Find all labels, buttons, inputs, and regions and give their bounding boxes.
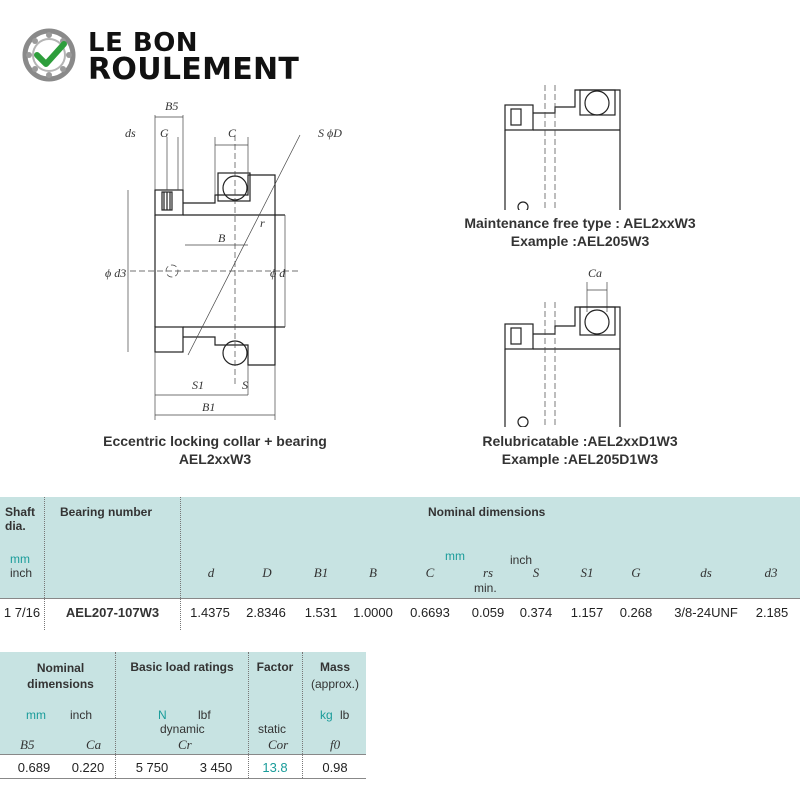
- t2-load-header: Basic load ratings: [130, 660, 234, 674]
- min-label: min.: [474, 581, 497, 595]
- t2-col-f0: f0: [330, 737, 341, 752]
- row-rs: 0.059: [471, 605, 505, 620]
- col-B1: B1: [313, 565, 329, 580]
- col-C: C: [425, 565, 435, 580]
- t2-mass-header: Mass: [319, 660, 351, 674]
- bearing-number-header: Bearing number: [60, 505, 153, 519]
- nominal-dimensions-header: Nominal dimensions: [428, 505, 546, 519]
- label-B5: B5: [165, 99, 179, 113]
- shaft-dia-header: Shaft dia.: [5, 505, 35, 533]
- t2-unit-kg: kg: [320, 708, 333, 722]
- row-d3: 2.185: [755, 605, 789, 620]
- caption-main: [60, 432, 370, 468]
- t2-unit-N: N: [158, 708, 167, 722]
- label-Ca: Ca: [588, 266, 603, 280]
- t2-col-Cr: Cr: [178, 737, 192, 752]
- caption-relub-line1: Relubricatable :AEL2xxD1W3: [482, 433, 678, 449]
- t2-factor-header: Factor: [256, 660, 294, 674]
- caption-main-line2: AEL2xxW3: [178, 451, 252, 467]
- brand-logo: [22, 26, 322, 86]
- logo-line2: ROULEMENT: [88, 52, 300, 87]
- t2-static: static: [258, 722, 287, 736]
- col-rs: rs: [482, 565, 494, 580]
- label-S: S: [242, 378, 248, 392]
- caption-relub-line2: Example :AEL205D1W3: [501, 451, 659, 467]
- label-B: B: [218, 231, 226, 245]
- col-ds: ds: [700, 565, 712, 580]
- row-G: 0.268: [619, 605, 653, 620]
- row-B: 1.0000: [353, 605, 393, 620]
- row-ds: 3/8-24UNF: [674, 605, 738, 620]
- caption-maintenance: [430, 214, 730, 250]
- t2-col-Ca: Ca: [86, 737, 102, 752]
- nominal-unit-mm: mm: [445, 549, 465, 563]
- row-B1: 1.531: [304, 605, 338, 620]
- label-ds: ds: [125, 126, 136, 140]
- label-SphiD: S ϕD: [318, 126, 342, 140]
- t2-row-mass: 0.98: [322, 760, 348, 775]
- label-C: C: [228, 126, 237, 140]
- nominal-unit-inch: inch: [510, 553, 533, 567]
- col-d3: d3: [764, 565, 778, 580]
- dimensions-table: [0, 497, 800, 630]
- logo-line1: LE BON: [88, 28, 199, 58]
- ratings-table: [0, 652, 370, 782]
- t2-dynamic: dynamic: [160, 722, 205, 736]
- col-S: S: [532, 565, 540, 580]
- t2-row-Cr-lbf: 3 450: [199, 760, 233, 775]
- row-C: 0.6693: [410, 605, 450, 620]
- row-S1: 1.157: [570, 605, 604, 620]
- bearing-check-icon: [22, 28, 76, 82]
- t2-row-Cr-N: 5 750: [135, 760, 169, 775]
- t2-unit-lb: lb: [340, 708, 350, 722]
- row-bearing-number: AEL207-107W3: [65, 605, 160, 620]
- col-S1: S1: [580, 565, 594, 580]
- t2-unit-mm: mm: [26, 708, 46, 722]
- caption-maintenance-line1: Maintenance free type : AEL2xxW3: [464, 215, 696, 231]
- row-S: 0.374: [519, 605, 553, 620]
- t2-row-factor: 13.8: [262, 760, 288, 775]
- label-B1: B1: [202, 400, 216, 414]
- label-phid: ϕ d: [270, 266, 286, 280]
- t2-row-Ca: 0.220: [71, 760, 105, 775]
- t2-unit-lbf: lbf: [198, 708, 211, 722]
- caption-relubricatable: [430, 432, 730, 468]
- label-G: G: [160, 126, 169, 140]
- label-phid3: ϕ d3: [105, 266, 127, 280]
- maintenance-free-drawing: [495, 85, 645, 210]
- row-d: 1.4375: [190, 605, 230, 620]
- t2-mass-sub: (approx.): [310, 677, 360, 691]
- t2-col-Cor: Cor: [268, 737, 289, 752]
- bearing-cross-section-drawing: [100, 95, 370, 425]
- shaft-unit-mm: mm: [10, 552, 30, 566]
- t2-col-B5: B5: [20, 737, 35, 752]
- t2-nominal-header: Nominal dimensions: [27, 661, 94, 691]
- label-S1: S1: [192, 378, 204, 392]
- caption-maintenance-line2: Example :AEL205W3: [510, 233, 650, 249]
- row-shaft-dia: 1 7/16: [3, 605, 41, 620]
- col-d: d: [207, 565, 215, 580]
- caption-main-line1: Eccentric locking collar + bearing: [103, 433, 327, 449]
- t2-row-B5: 0.689: [17, 760, 51, 775]
- relubricatable-drawing: [495, 262, 645, 427]
- col-D: D: [262, 565, 272, 580]
- col-G: G: [631, 565, 641, 580]
- label-r: r: [260, 216, 265, 230]
- t2-unit-inch: inch: [70, 708, 93, 722]
- shaft-unit-inch: inch: [10, 566, 33, 580]
- col-B: B: [369, 565, 377, 580]
- row-D: 2.8346: [246, 605, 286, 620]
